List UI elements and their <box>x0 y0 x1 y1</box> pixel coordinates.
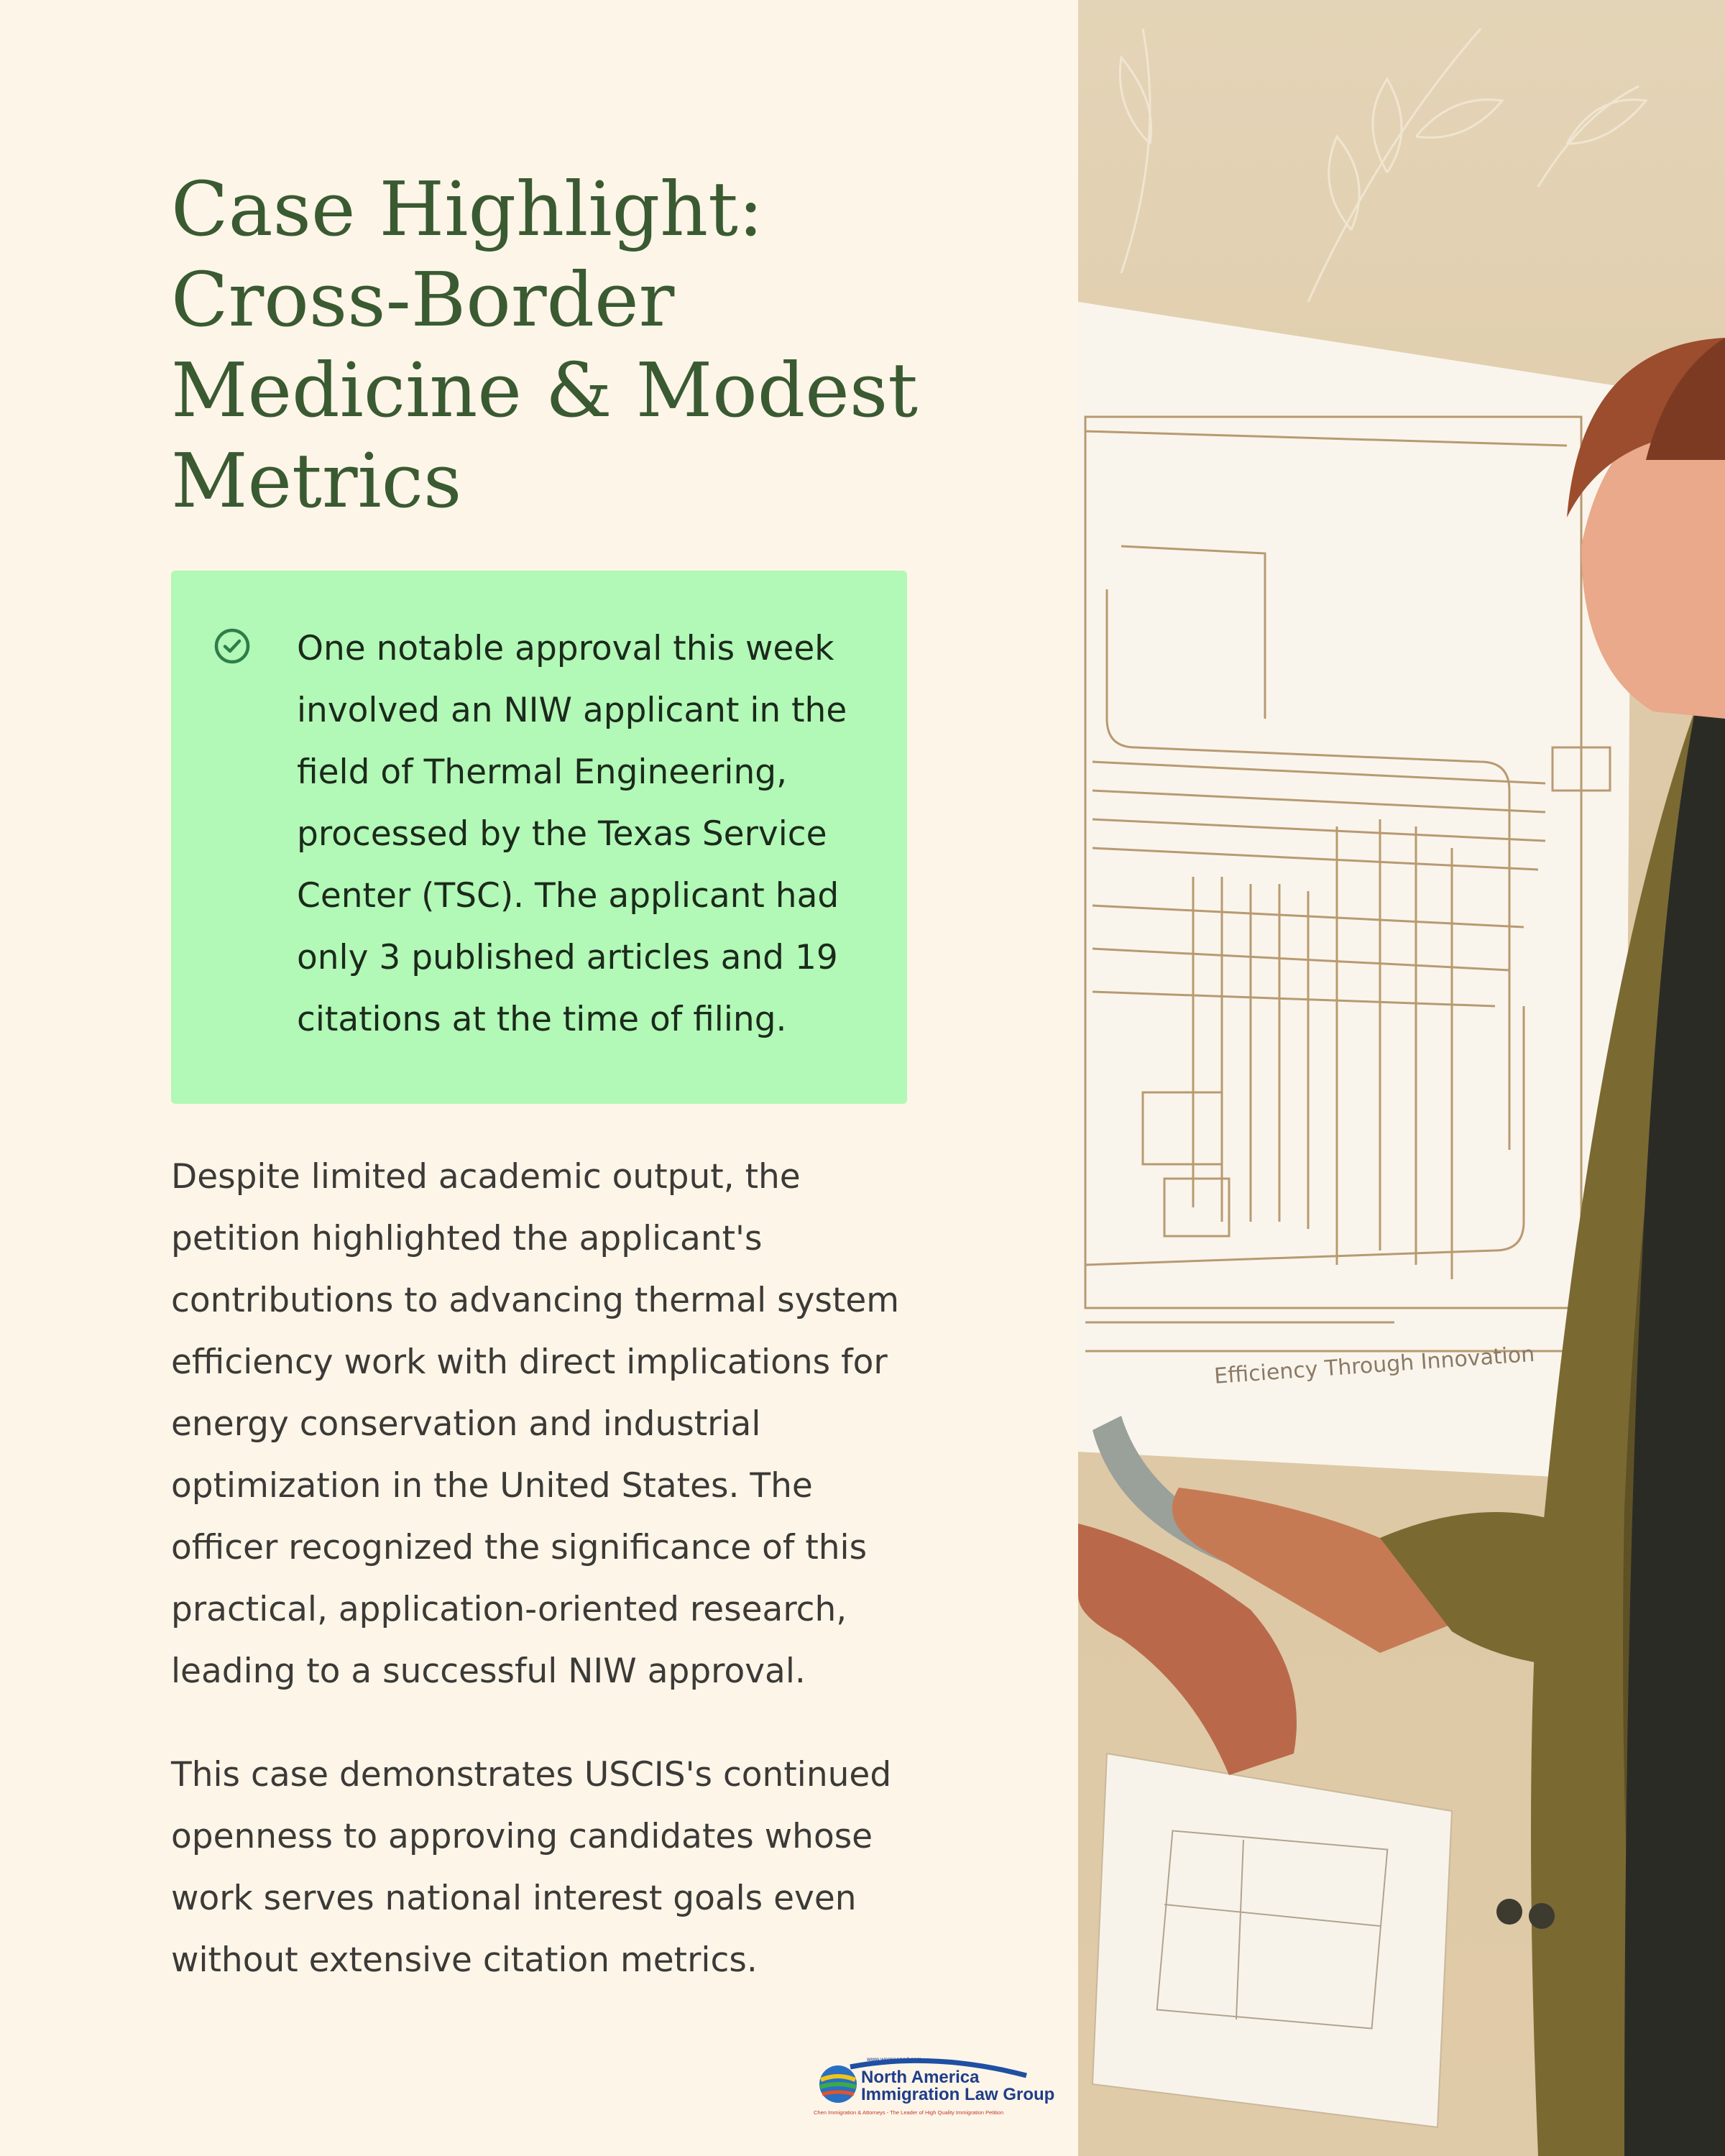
blueprint-caption: Efficiency Through Innovation <box>1213 1341 1536 1389</box>
check-circle-icon <box>213 627 252 665</box>
body-paragraph-1: Despite limited academic output, the petition highlighted the applicant's contributions to advancing thermal system efficiency work with direct implications for energy conservation and industrial optimization in the United States. The officer recognized the significance of this practical, application-oriented research, leading to a successful NIW approval. <box>171 1157 900 1691</box>
logo-url: www.wegreened.com <box>867 2056 922 2063</box>
highlight-box <box>171 571 907 1104</box>
illustration-panel <box>1078 0 1725 2156</box>
jacket-button <box>1496 1899 1522 1925</box>
engineer-illustration <box>1078 0 1725 2156</box>
logo-name-line2: Immigration Law Group <box>861 2085 1055 2104</box>
logo-tagline: Chen Immigration & Attorneys - The Leader of High Quality Immigration Petition <box>814 2109 1004 2116</box>
lower-paper <box>1092 1754 1452 2127</box>
leaf-decoration <box>1120 29 1646 302</box>
body-paragraph-2: This case demonstrates USCIS's continued openness to approving candidates whose work serves national interest goals even without extensive citation metrics. <box>171 1755 892 1980</box>
page-title: Case Highlight: Cross-Border Medicine & Modest Metrics <box>171 165 918 525</box>
blueprint-sheet <box>1078 302 1632 1480</box>
law-group-logo[interactable] <box>811 2053 1055 2119</box>
jacket-button <box>1529 1903 1555 1929</box>
highlight-text: One notable approval this week involved an NIW applicant in the field of Thermal Engineering, processed by the Texas Service Center (TSC). The applicant had only 3 published articles and 19 citations at the time of filing. <box>297 629 847 1039</box>
logo-name-line1: North America <box>861 2068 980 2087</box>
